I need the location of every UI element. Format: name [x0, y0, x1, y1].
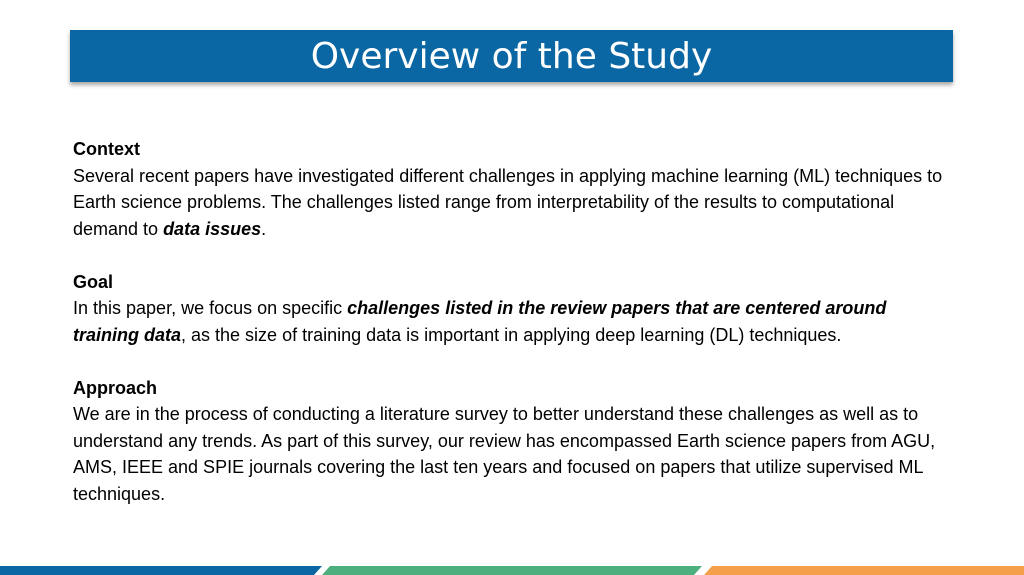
context-emphasis: data issues	[163, 218, 262, 239]
approach-section	[73, 375, 953, 508]
slide-title: Overview of the Study	[310, 36, 713, 77]
goal-section	[73, 269, 953, 349]
context-text-end: .	[261, 218, 267, 239]
goal-heading: Goal	[73, 271, 114, 292]
context-paragraph	[73, 163, 953, 243]
goal-emphasis: challenges listed in the review papers that are centered around training data	[73, 298, 887, 345]
goal-paragraph	[73, 295, 953, 348]
goal-text: In this paper, we focus on specific	[73, 298, 348, 318]
footer-stripe-green	[322, 566, 702, 575]
footer-stripe	[0, 566, 1024, 575]
context-heading: Context	[73, 139, 140, 159]
context-section	[73, 136, 953, 242]
slide-content	[73, 136, 953, 534]
title-bar	[70, 30, 953, 82]
approach-heading: Approach	[73, 377, 158, 398]
context-text: Several recent papers have investigated different challenges in applying machine learning (ML) techniques to Earth science problems. The challenges listed range from interpretability of the results to computational demand to	[73, 165, 943, 239]
footer-stripe-orange	[704, 566, 1024, 575]
approach-paragraph: We are in the process of conducting a literature survey to better understand these challenges as well as to understand any trends. As part of this survey, our review has encompassed Earth science papers from AGU, AMS, IEEE and SPIE journals covering the last ten years and focused on papers that utilize supervised ML techniques.	[73, 404, 936, 504]
footer-stripe-blue	[0, 566, 322, 575]
goal-text-end: , as the size of training data is important in applying deep learning (DL) techniques.	[181, 324, 842, 345]
